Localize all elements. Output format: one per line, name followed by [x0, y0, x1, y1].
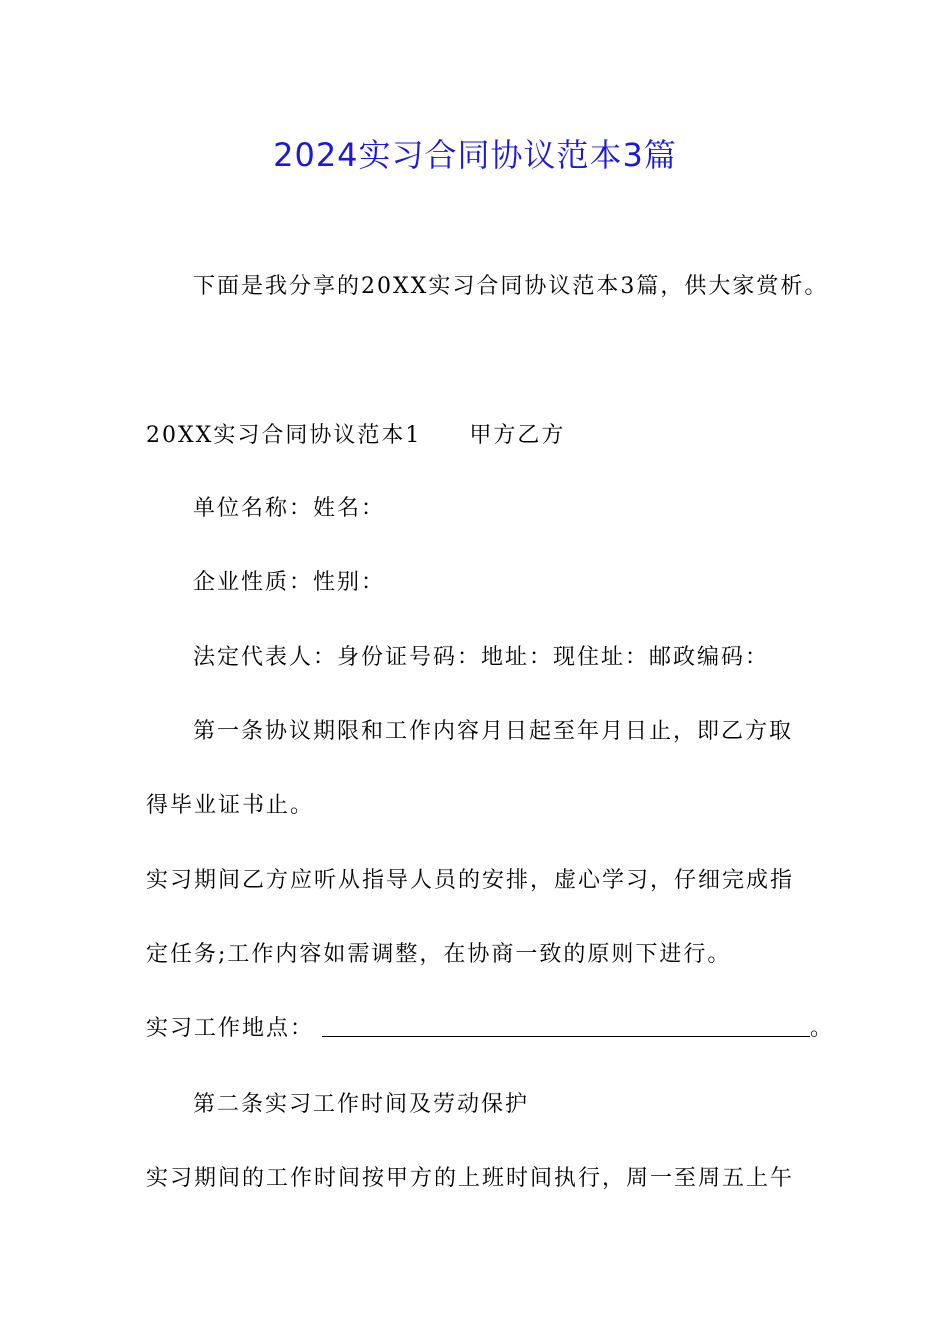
unit-name-line: 单位名称：姓名：	[193, 496, 386, 521]
article2-heading: 第二条实习工作时间及劳动保护	[193, 1092, 530, 1117]
duty-line-1: 实习期间乙方应听从指导人员的安排，虚心学习，仔细完成指	[146, 868, 795, 893]
article1-line-2: 得毕业证书止。	[146, 793, 315, 818]
location-line	[146, 1014, 834, 1044]
hours-line-1: 实习期间的工作时间按甲方的上班时间执行，周一至周五上午	[146, 1166, 795, 1191]
section1-heading-line	[146, 421, 565, 451]
location-end: 。	[810, 1016, 835, 1041]
location-label: 实习工作地点：	[146, 1016, 315, 1041]
section1-heading: 20XX实习合同协议范本1	[146, 423, 422, 448]
representative-line: 法定代表人：身份证号码：地址：现住址：邮政编码：	[193, 645, 770, 670]
location-blank	[322, 1014, 810, 1037]
section1-parties: 甲方乙方	[469, 423, 566, 448]
duty-line-2: 定任务;工作内容如需调整，在协商一致的原则下进行。	[146, 942, 732, 967]
document-title: 2024实习合同协议范本3篇	[273, 136, 677, 174]
article1-line-1: 第一条协议期限和工作内容月日起至年月日止，即乙方取	[193, 719, 794, 744]
intro-paragraph: 下面是我分享的20XX实习合同协议范本3篇，供大家赏析。	[193, 274, 829, 299]
enterprise-line: 企业性质：性别：	[193, 570, 386, 595]
